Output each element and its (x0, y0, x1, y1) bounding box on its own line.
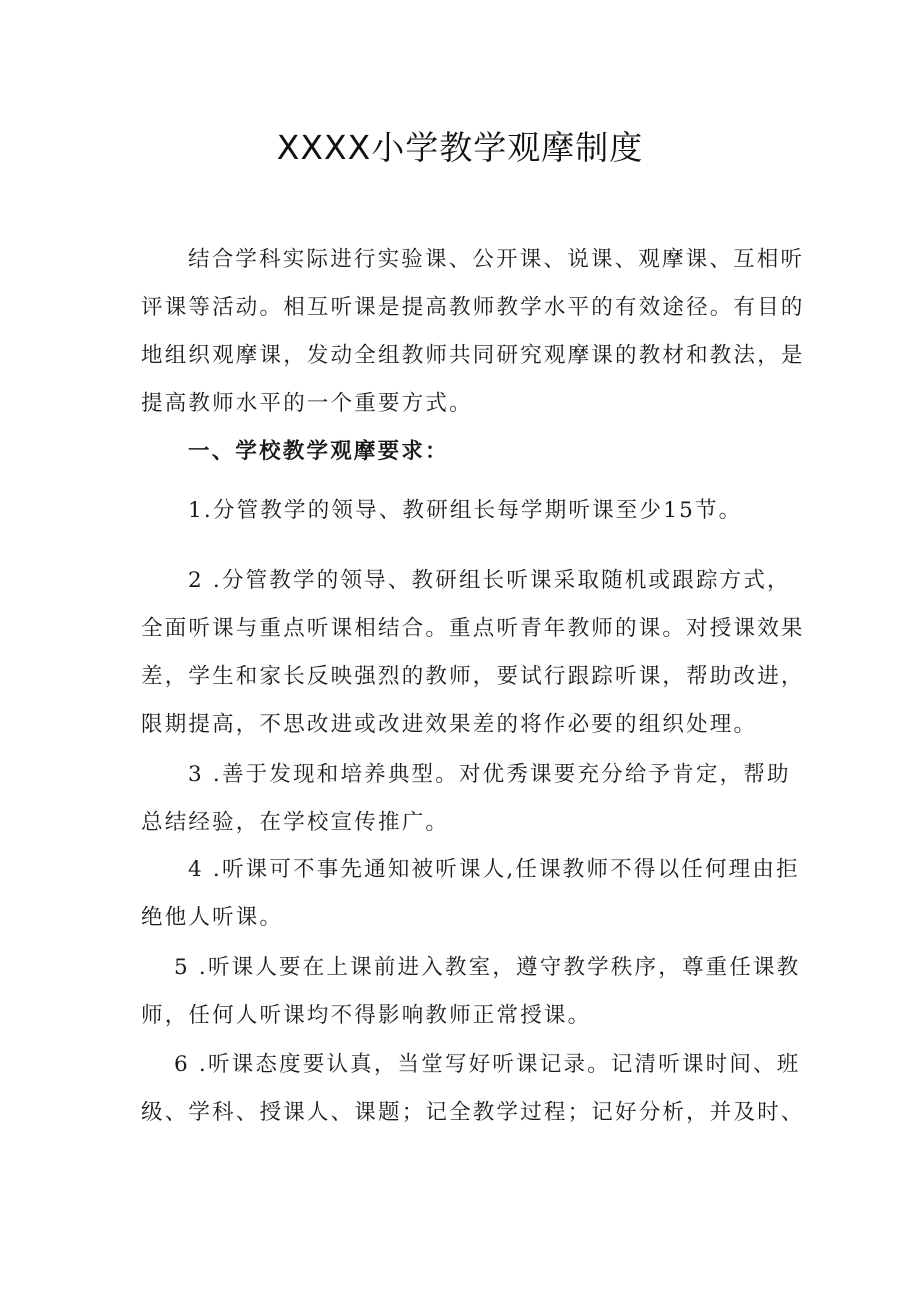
item6-line-1: 6 .听课态度要认真，当堂写好听课记录。记清听课时间、班 (174, 1052, 801, 1077)
intro-line-2: 评课等活动。相互听课是提高教师教学水平的有效途径。有目的 (141, 295, 805, 320)
item5-line-1: 5 .听课人要在上课前进入教室，遵守教学秩序，尊重任课教 (174, 955, 801, 980)
section-heading: 一、学校教学观摩要求： (188, 439, 449, 464)
item2-line-1: 2 .分管教学的领导、教研组长听课采取随机或跟踪方式， (188, 568, 791, 593)
item4-line-2: 绝他人听课。 (141, 905, 284, 930)
item2-line-3: 差，学生和家长反映强烈的教师，要试行跟踪听课，帮助改进， (141, 664, 805, 689)
item5-line-2: 师，任何人听课均不得影响教师正常授课。 (141, 1003, 592, 1028)
item2-line-4: 限期提高，不思改进或改进效果差的将作必要的组织处理。 (141, 712, 758, 737)
item3-line-2: 总结经验，在学校宣传推广。 (141, 810, 450, 835)
item6-line-2: 级、学科、授课人、课题；记全教学过程；记好分析，并及时、 (141, 1100, 805, 1125)
item4-line-1: 4 .听课可不事先通知被听课人,任课教师不得以任何理由拒 (188, 857, 800, 882)
intro-line-3: 地组织观摩课，发动全组教师共同研究观摩课的教材和教法，是 (141, 343, 805, 368)
item2-line-2: 全面听课与重点听课相结合。重点听青年教师的课。对授课效果 (141, 616, 805, 641)
item3-line-1: 3 .善于发现和培养典型。对优秀课要充分给予肯定，帮助 (188, 762, 791, 787)
intro-line-1: 结合学科实际进行实验课、公开课、说课、观摩课、互相听 (188, 247, 805, 272)
intro-line-4: 提高教师水平的一个重要方式。 (141, 391, 473, 416)
document-title: XXXX小学教学观摩制度 (276, 128, 644, 167)
item1-line-1: 1.分管教学的领导、教研组长每学期听课至少15节。 (188, 498, 743, 523)
